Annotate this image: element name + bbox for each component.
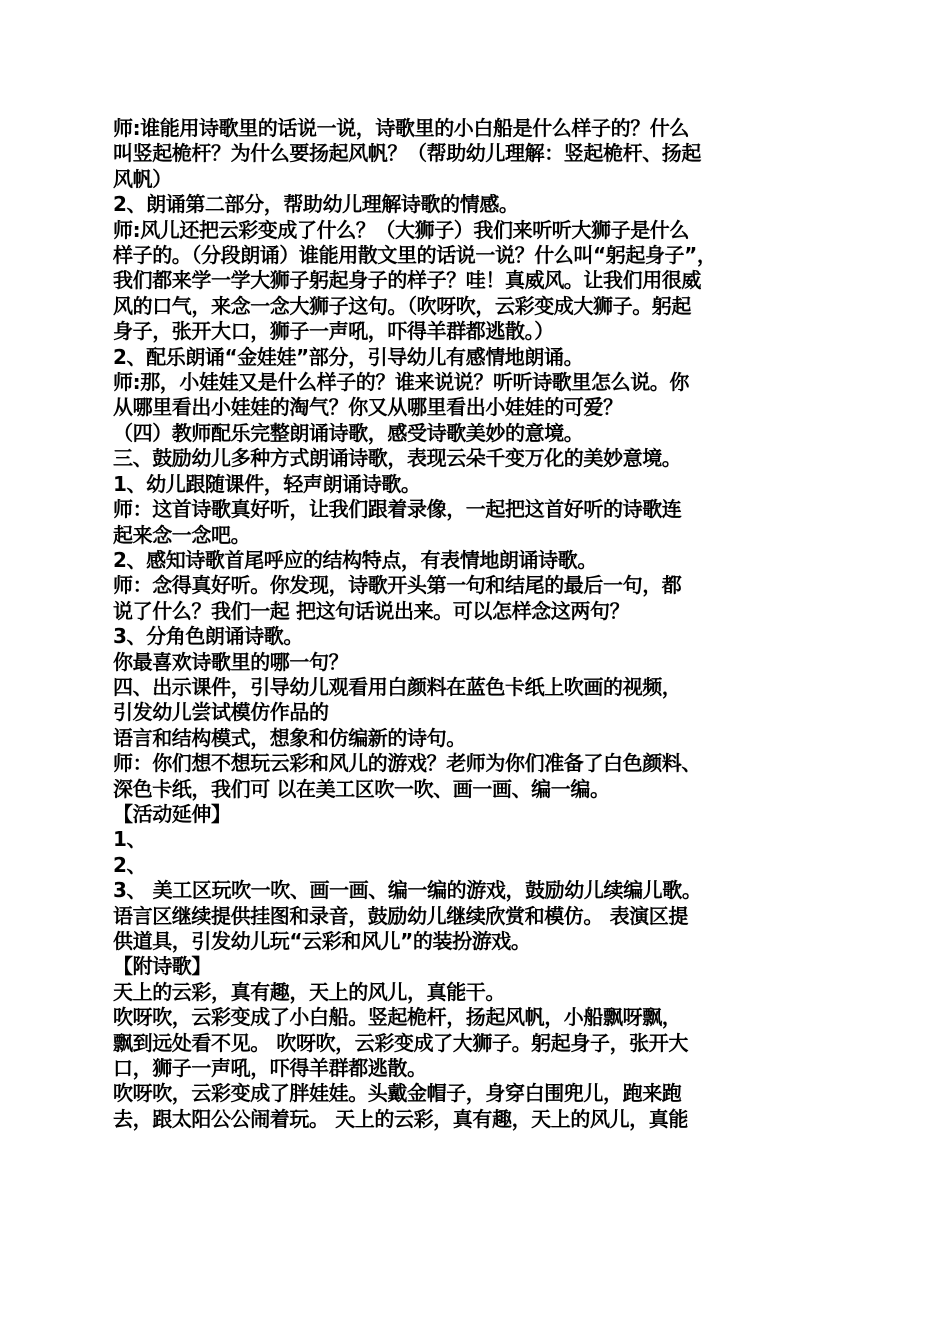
text-line: 起来念一念吧。 bbox=[113, 522, 251, 547]
text-line: 风的口气，来念一念大狮子这句。（吹呀吹，云彩变成大狮子。躬起 bbox=[113, 293, 691, 318]
text-line: 师:风儿还把云彩变成了什么？（大狮子）我们来听听大狮子是什么 bbox=[113, 217, 689, 242]
text-line: 口，狮子一声吼，吓得羊群都逃散。 bbox=[113, 1056, 427, 1081]
text-line: 我们都来学一学大狮子躬起身子的样子？哇！真威风。让我们用很威 bbox=[113, 268, 701, 293]
text-line: 【附诗歌】 bbox=[113, 954, 211, 979]
text-line: 师:谁能用诗歌里的话说一说，诗歌里的小白船是什么样子的？什么 bbox=[113, 116, 689, 140]
text-line: 四、出示课件，引导幼儿观看用白颜料在蓝色卡纸上吹画的视频， bbox=[113, 674, 682, 699]
text-line: 深色卡纸，我们可 以在美工区吹一吹、画一画、编一编。 bbox=[113, 776, 610, 801]
text-line: 师：你们想不想玩云彩和风儿的游戏？老师为你们准备了白色颜料、 bbox=[113, 751, 701, 776]
text-line: 2、朗诵第二部分，帮助幼儿理解诗歌的情感。 bbox=[113, 192, 519, 217]
text-line: 你最喜欢诗歌里的哪一句？ bbox=[113, 649, 349, 674]
text-line: 飘到远处看不见。 吹呀吹，云彩变成了大狮子。躬起身子，张开大 bbox=[113, 1030, 688, 1055]
text-line: 语言区继续提供挂图和录音，鼓励幼儿继续欣赏和模仿。 表演区提 bbox=[113, 903, 688, 928]
text-line: 吹呀吹，云彩变成了胖娃娃。头戴金帽子，身穿白围兜儿，跑来跑 bbox=[113, 1081, 682, 1106]
text-line: 师：念得真好听。你发现，诗歌开头第一句和结尾的最后一句，都 bbox=[113, 573, 682, 598]
text-line: 2、 bbox=[113, 852, 147, 877]
text-line: 天上的云彩，真有趣，天上的风儿，真能干。 bbox=[113, 979, 505, 1004]
text-line: 风帆） bbox=[113, 166, 172, 191]
text-line: 说了什么？我们一起 把这句话说出来。可以怎样念这两句？ bbox=[113, 598, 630, 623]
text-line: 2、配乐朗诵“金娃娃”部分，引导幼儿有感情地朗诵。 bbox=[113, 344, 584, 369]
text-line: 师:那，小娃娃又是什么样子的？谁来说说？听听诗歌里怎么说。你 bbox=[113, 370, 689, 395]
text-line: 三、鼓励幼儿多种方式朗诵诗歌，表现云朵千变万化的美妙意境。 bbox=[113, 446, 682, 471]
text-line: 样子的。（分段朗诵）谁能用散文里的话说一说？什么叫“躬起身子”， bbox=[113, 243, 717, 268]
text-line: 1、 bbox=[113, 827, 147, 852]
text-line: 1、幼儿跟随课件，轻声朗诵诗歌。 bbox=[113, 471, 421, 496]
text-line: 吹呀吹，云彩变成了小白船。竖起桅杆，扬起风帆，小船飘呀飘， bbox=[113, 1005, 682, 1030]
text-line: 叫竖起桅杆？为什么要扬起风帆？（帮助幼儿理解：竖起桅杆、扬起 bbox=[113, 141, 701, 166]
text-line: 3、 美工区玩吹一吹、画一画、编一编的游戏，鼓励幼儿续编儿歌。 bbox=[113, 878, 702, 903]
document-body bbox=[113, 116, 833, 1132]
text-line: 师：这首诗歌真好听，让我们跟着录像，一起把这首好听的诗歌连 bbox=[113, 497, 682, 522]
text-line: 2、感知诗歌首尾呼应的结构特点，有表情地朗诵诗歌。 bbox=[113, 547, 597, 572]
text-line: 从哪里看出小娃娃的淘气？你又从哪里看出小娃娃的可爱？ bbox=[113, 395, 623, 420]
text-line: 语言和结构模式，想象和仿编新的诗句。 bbox=[113, 725, 466, 750]
text-line: 去，跟太阳公公闹着玩。 天上的云彩，真有趣，天上的风儿，真能 bbox=[113, 1106, 688, 1131]
text-line: （四）教师配乐完整朗诵诗歌，感受诗歌美妙的意境。 bbox=[113, 420, 584, 445]
text-line: 供道具，引发幼儿玩“云彩和风儿”的装扮游戏。 bbox=[113, 929, 531, 953]
text-line: 3、分角色朗诵诗歌。 bbox=[113, 624, 303, 649]
text-line: 引发幼儿尝试模仿作品的 bbox=[113, 700, 329, 725]
text-line: 身子，张开大口，狮子一声吼，吓得羊群都逃散。） bbox=[113, 319, 554, 344]
text-line: 【活动延伸】 bbox=[113, 801, 231, 826]
